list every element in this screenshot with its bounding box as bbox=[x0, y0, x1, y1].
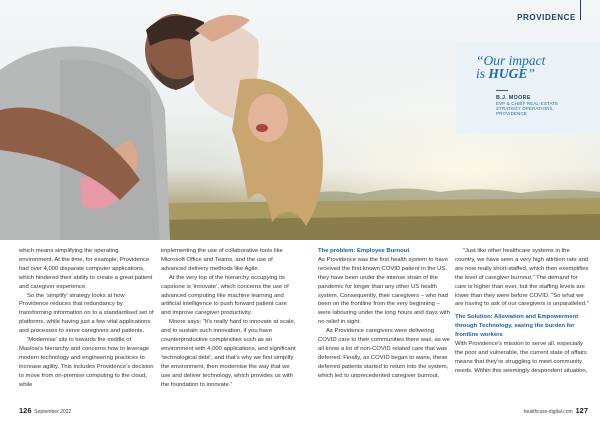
paragraph: implementing the use of collaborative tools like Microsoft Office and Teams, and the use of advanced delivery methods like Agile. bbox=[161, 248, 283, 272]
paragraph: “Just like other healthcare systems in the country, we have seen a very high attrition rate and are now really short-staffed, which then exemplifies the level of caregiver burnout.” The demand for care is higher than ever, but the staffing levels are lower than they were before COVID. “So what we are having to ask of our caregivers is unparalleled.” bbox=[455, 248, 589, 308]
article-column-4 bbox=[455, 247, 590, 376]
article-column-1 bbox=[19, 247, 154, 390]
paragraph: As Providence caregivers were delivering COVID care to their communities there was, as we all know a lot of non-COVID related care that was deferred. Finally, as COVID began to wane, these deferred patients started to return into the system, which led to unprecedented caregiver burnout. bbox=[318, 328, 450, 379]
quote-author-name: B.J. MOORE bbox=[496, 95, 531, 101]
section-heading: The Solution: Alleviation and Empowerment through Technology, easing the burden for frontline workers bbox=[455, 314, 579, 339]
quote-divider bbox=[496, 90, 508, 91]
paragraph: At the very top of the hierarchy occupying its capstone is ‘innovate’, which concerns the use of advanced computing like machine learning and artificial intelligence to push forward patient care and improve caregiver productivity. bbox=[161, 274, 289, 317]
quote-author-role: EVP & CHIEF REAL-ESTATE STRATEGY OPERATIONS, PROVIDENCE bbox=[496, 101, 559, 117]
paragraph: Moore says: “It’s really hard to innovate at scale, and to sustain such innovation, if you have counterproductive complexities such as an environment with 4,000 applications, and significant ‘technological debt’, and that’s why we first simplify the environment, then modernise the way that we use and deliver technology, which provides us with the foundation to innovate.” bbox=[161, 319, 296, 388]
paragraph: which means simplifying the operating environment. At the time, for example, Providence had over 4,000 disparate computer applications, which hindered their ability to create a great patient and caregiver experience. bbox=[19, 248, 153, 290]
brand-rule bbox=[580, 0, 581, 20]
paragraph: With Providence’s mission to serve all, especially the poor and vulnerable, the current state of affairs means that they’re struggling to meet community needs. Within this seemingly despondent situation, bbox=[455, 341, 588, 374]
article-column-2 bbox=[161, 247, 296, 390]
quote-line-2: is HUGE” bbox=[476, 66, 535, 81]
section-heading: The problem: Employee Burnout bbox=[318, 248, 410, 254]
footer-left bbox=[19, 406, 71, 415]
quote-line-1: “Our impact bbox=[476, 53, 546, 68]
page-number-right: 127 bbox=[575, 406, 588, 415]
quote-text bbox=[476, 54, 588, 80]
issue-date: September 2022 bbox=[34, 409, 72, 415]
paragraph: ‘Modernise’ sits in towards the middle of Maslow’s hierarchy and concerns how to leverage modern technology and engineering practices to increase agility. This includes Providence’s decision to move from on-premise computing to the cloud, while bbox=[19, 337, 154, 388]
paragraph: So the ‘simplify’ strategy looks at how Providence reduces that redundancy by transforming information on to a standardised set of platforms, while having just a few vital applications and processes to serve caregivers and patients. bbox=[19, 292, 154, 335]
page-number-left: 126 bbox=[19, 406, 32, 415]
paragraph: As Providence was the first health system to have received the first known COVID patient in the US, they have been under the intense strain of the pandemic for longer than any other US health system. Consequently, their caregivers – who had been on the frontline from the very beginning – were labouring under the long hours and days with no relief in sight. bbox=[318, 256, 450, 326]
article-column-3 bbox=[318, 247, 453, 381]
footer-right bbox=[524, 406, 588, 415]
site-url: healthcare-digital.com bbox=[523, 409, 573, 415]
brand-label: PROVIDENCE bbox=[517, 13, 576, 22]
pull-quote bbox=[456, 42, 600, 134]
